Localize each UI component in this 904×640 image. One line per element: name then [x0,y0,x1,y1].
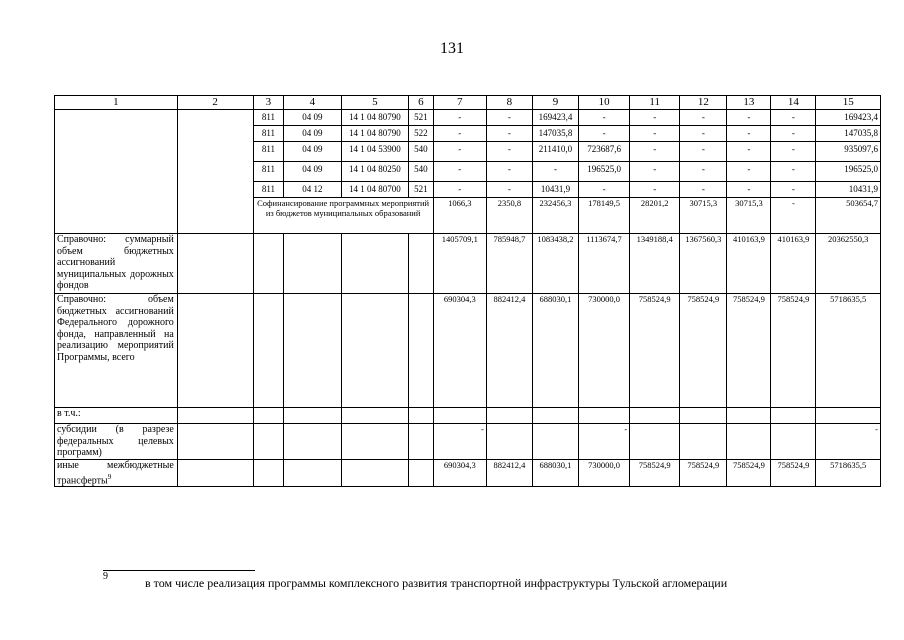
empty-cell [177,460,253,487]
header-cell: 7 [433,96,486,110]
value-cell: - [433,182,486,198]
empty-cell [409,234,434,294]
value-cell: 178149,5 [578,198,629,234]
total-cell: 5718635,5 [816,294,881,408]
value-cell: - [433,162,486,182]
header-cell: 8 [486,96,532,110]
rzpr-cell: 04 09 [284,126,341,142]
empty-cell [284,408,341,424]
empty-cell [532,424,578,460]
empty-cell [409,424,434,460]
value-cell: - [486,126,532,142]
total-cell: 147035,8 [816,126,881,142]
value-cell: 232456,3 [532,198,578,234]
cofinancing-label: Софинансирование программных мероприятий из бюджетов муниципальных образований [253,198,433,234]
empty-cell [177,110,253,234]
value-cell: 688030,1 [532,294,578,408]
footnote-mark: 9 [103,571,108,582]
value-cell: - [727,182,771,198]
empty-cell [341,424,409,460]
value-cell: 10431,9 [532,182,578,198]
value-cell: 758524,9 [727,294,771,408]
value-cell: - [433,142,486,162]
value-cell: - [486,162,532,182]
budget-table [54,95,881,487]
row-label-text: иные межбюджетные трансферты [57,460,174,486]
header-cell: 14 [771,96,816,110]
value-cell: - [486,110,532,126]
header-cell: 2 [177,96,253,110]
including-row [55,408,881,424]
empty-cell [771,408,816,424]
value-cell: 785948,7 [486,234,532,294]
value-cell: 688030,1 [532,460,578,487]
value-cell: 758524,9 [771,460,816,487]
empty-cell [486,424,532,460]
value-cell: - [727,110,771,126]
value-cell: - [433,126,486,142]
value-cell: - [727,126,771,142]
total-cell: 196525,0 [816,162,881,182]
empty-cell [341,294,409,408]
value-cell: 147035,8 [532,126,578,142]
value-cell: - [433,110,486,126]
value-cell: 730000,0 [578,294,629,408]
empty-cell [816,408,881,424]
value-cell: - [771,126,816,142]
value-cell: - [680,142,727,162]
value-cell: 30715,3 [680,198,727,234]
csr-cell: 14 1 04 53900 [341,142,409,162]
row-label [55,460,178,487]
value-cell: 882412,4 [486,460,532,487]
rzpr-cell: 04 09 [284,162,341,182]
header-cell: 4 [284,96,341,110]
grbs-cell: 811 [253,142,284,162]
empty-cell [177,294,253,408]
ref-federal-row [55,294,881,408]
empty-cell [284,424,341,460]
csr-cell: 14 1 04 80790 [341,110,409,126]
empty-cell [578,408,629,424]
total-cell: 20362550,3 [816,234,881,294]
grbs-cell: 811 [253,126,284,142]
vr-cell: 540 [409,162,434,182]
value-cell: 1349188,4 [630,234,680,294]
empty-cell [253,234,284,294]
header-cell: 3 [253,96,284,110]
rzpr-cell: 04 09 [284,110,341,126]
value-cell: - [771,110,816,126]
value-cell: 410163,9 [727,234,771,294]
value-cell: 28201,2 [630,198,680,234]
header-cell: 5 [341,96,409,110]
value-cell: 758524,9 [680,460,727,487]
header-cell: 13 [727,96,771,110]
empty-cell [253,408,284,424]
total-cell: 935097,6 [816,142,881,162]
value-cell: - [532,162,578,182]
footnote-ref: 9 [107,472,112,481]
page-number: 131 [440,40,464,57]
empty-cell [727,424,771,460]
empty-cell [486,408,532,424]
empty-cell [55,110,178,234]
empty-cell [253,294,284,408]
total-cell: 169423,4 [816,110,881,126]
header-cell: 11 [630,96,680,110]
empty-cell [409,294,434,408]
value-cell: - [630,162,680,182]
value-cell: 30715,3 [727,198,771,234]
total-cell: 5718635,5 [816,460,881,487]
value-cell: - [578,126,629,142]
value-cell: - [771,198,816,234]
vr-cell: 521 [409,110,434,126]
subsidies-row [55,424,881,460]
grbs-cell: 811 [253,110,284,126]
value-cell: - [771,182,816,198]
transfers-row [55,460,881,487]
empty-cell [341,408,409,424]
value-cell: 211410,0 [532,142,578,162]
csr-cell: 14 1 04 80250 [341,162,409,182]
row-label: Справочно: суммарный объем бюджетных ассигнований муниципальных дорожных фондов [55,234,178,294]
header-cell: 6 [409,96,434,110]
value-cell: - [771,162,816,182]
header-cell: 12 [680,96,727,110]
empty-cell [341,234,409,294]
total-cell: 10431,9 [816,182,881,198]
value-cell: 1367560,3 [680,234,727,294]
value-cell: - [727,162,771,182]
value-cell: - [630,142,680,162]
code-row [55,110,881,126]
value-cell: - [630,126,680,142]
empty-cell [680,424,727,460]
empty-cell [177,234,253,294]
csr-cell: 14 1 04 80700 [341,182,409,198]
value-cell: 410163,9 [771,234,816,294]
value-cell: 169423,4 [532,110,578,126]
value-cell: 2350,8 [486,198,532,234]
empty-cell [433,408,486,424]
value-cell: - [727,142,771,162]
vr-cell: 540 [409,142,434,162]
empty-cell [532,408,578,424]
value-cell: - [680,182,727,198]
total-cell: - [816,424,881,460]
header-row [55,96,881,110]
vr-cell: 522 [409,126,434,142]
value-cell: 1066,3 [433,198,486,234]
row-label: субсидии (в разрезе федеральных целевых программ) [55,424,178,460]
value-cell: - [486,182,532,198]
value-cell: - [630,110,680,126]
ref-total-row [55,234,881,294]
value-cell: - [630,182,680,198]
empty-cell [409,408,434,424]
empty-cell [284,234,341,294]
rzpr-cell: 04 12 [284,182,341,198]
csr-cell: 14 1 04 80790 [341,126,409,142]
value-cell: 1405709,1 [433,234,486,294]
value-cell: 758524,9 [727,460,771,487]
rzpr-cell: 04 09 [284,142,341,162]
empty-cell [253,460,284,487]
vr-cell: 521 [409,182,434,198]
empty-cell [284,294,341,408]
value-cell: - [771,142,816,162]
empty-cell [177,424,253,460]
value-cell: - [578,110,629,126]
value-cell: - [680,110,727,126]
header-cell: 10 [578,96,629,110]
row-label: в т.ч.: [55,408,178,424]
empty-cell [727,408,771,424]
empty-cell [630,408,680,424]
value-cell: 758524,9 [630,460,680,487]
value-cell: 758524,9 [630,294,680,408]
value-cell: - [680,162,727,182]
value-cell: 1083438,2 [532,234,578,294]
value-cell: 758524,9 [771,294,816,408]
value-cell: 758524,9 [680,294,727,408]
empty-cell [680,408,727,424]
value-cell: 690304,3 [433,294,486,408]
header-cell: 15 [816,96,881,110]
header-cell: 9 [532,96,578,110]
grbs-cell: 811 [253,162,284,182]
empty-cell [177,408,253,424]
empty-cell [253,424,284,460]
grbs-cell: 811 [253,182,284,198]
value-cell: 690304,3 [433,460,486,487]
value-cell: 196525,0 [578,162,629,182]
empty-cell [341,460,409,487]
value-cell: 1113674,7 [578,234,629,294]
footnote-separator [103,570,255,571]
value-cell: - [433,424,486,460]
value-cell: - [680,126,727,142]
value-cell: - [486,142,532,162]
footnote-text: в том числе реализация программы комплексного развития транспортной инфраструктуры Тульской агломерации [145,576,728,590]
header-cell: 1 [55,96,178,110]
value-cell: - [578,424,629,460]
empty-cell [284,460,341,487]
value-cell: 723687,6 [578,142,629,162]
value-cell: - [578,182,629,198]
value-cell: 882412,4 [486,294,532,408]
empty-cell [409,460,434,487]
row-label: Справочно: объем бюджетных ассигнований Федерального дорожного фонда, направленный на реализацию мероприятий Программы, всего [55,294,178,408]
total-cell: 503654,7 [816,198,881,234]
empty-cell [771,424,816,460]
empty-cell [630,424,680,460]
value-cell: 730000,0 [578,460,629,487]
